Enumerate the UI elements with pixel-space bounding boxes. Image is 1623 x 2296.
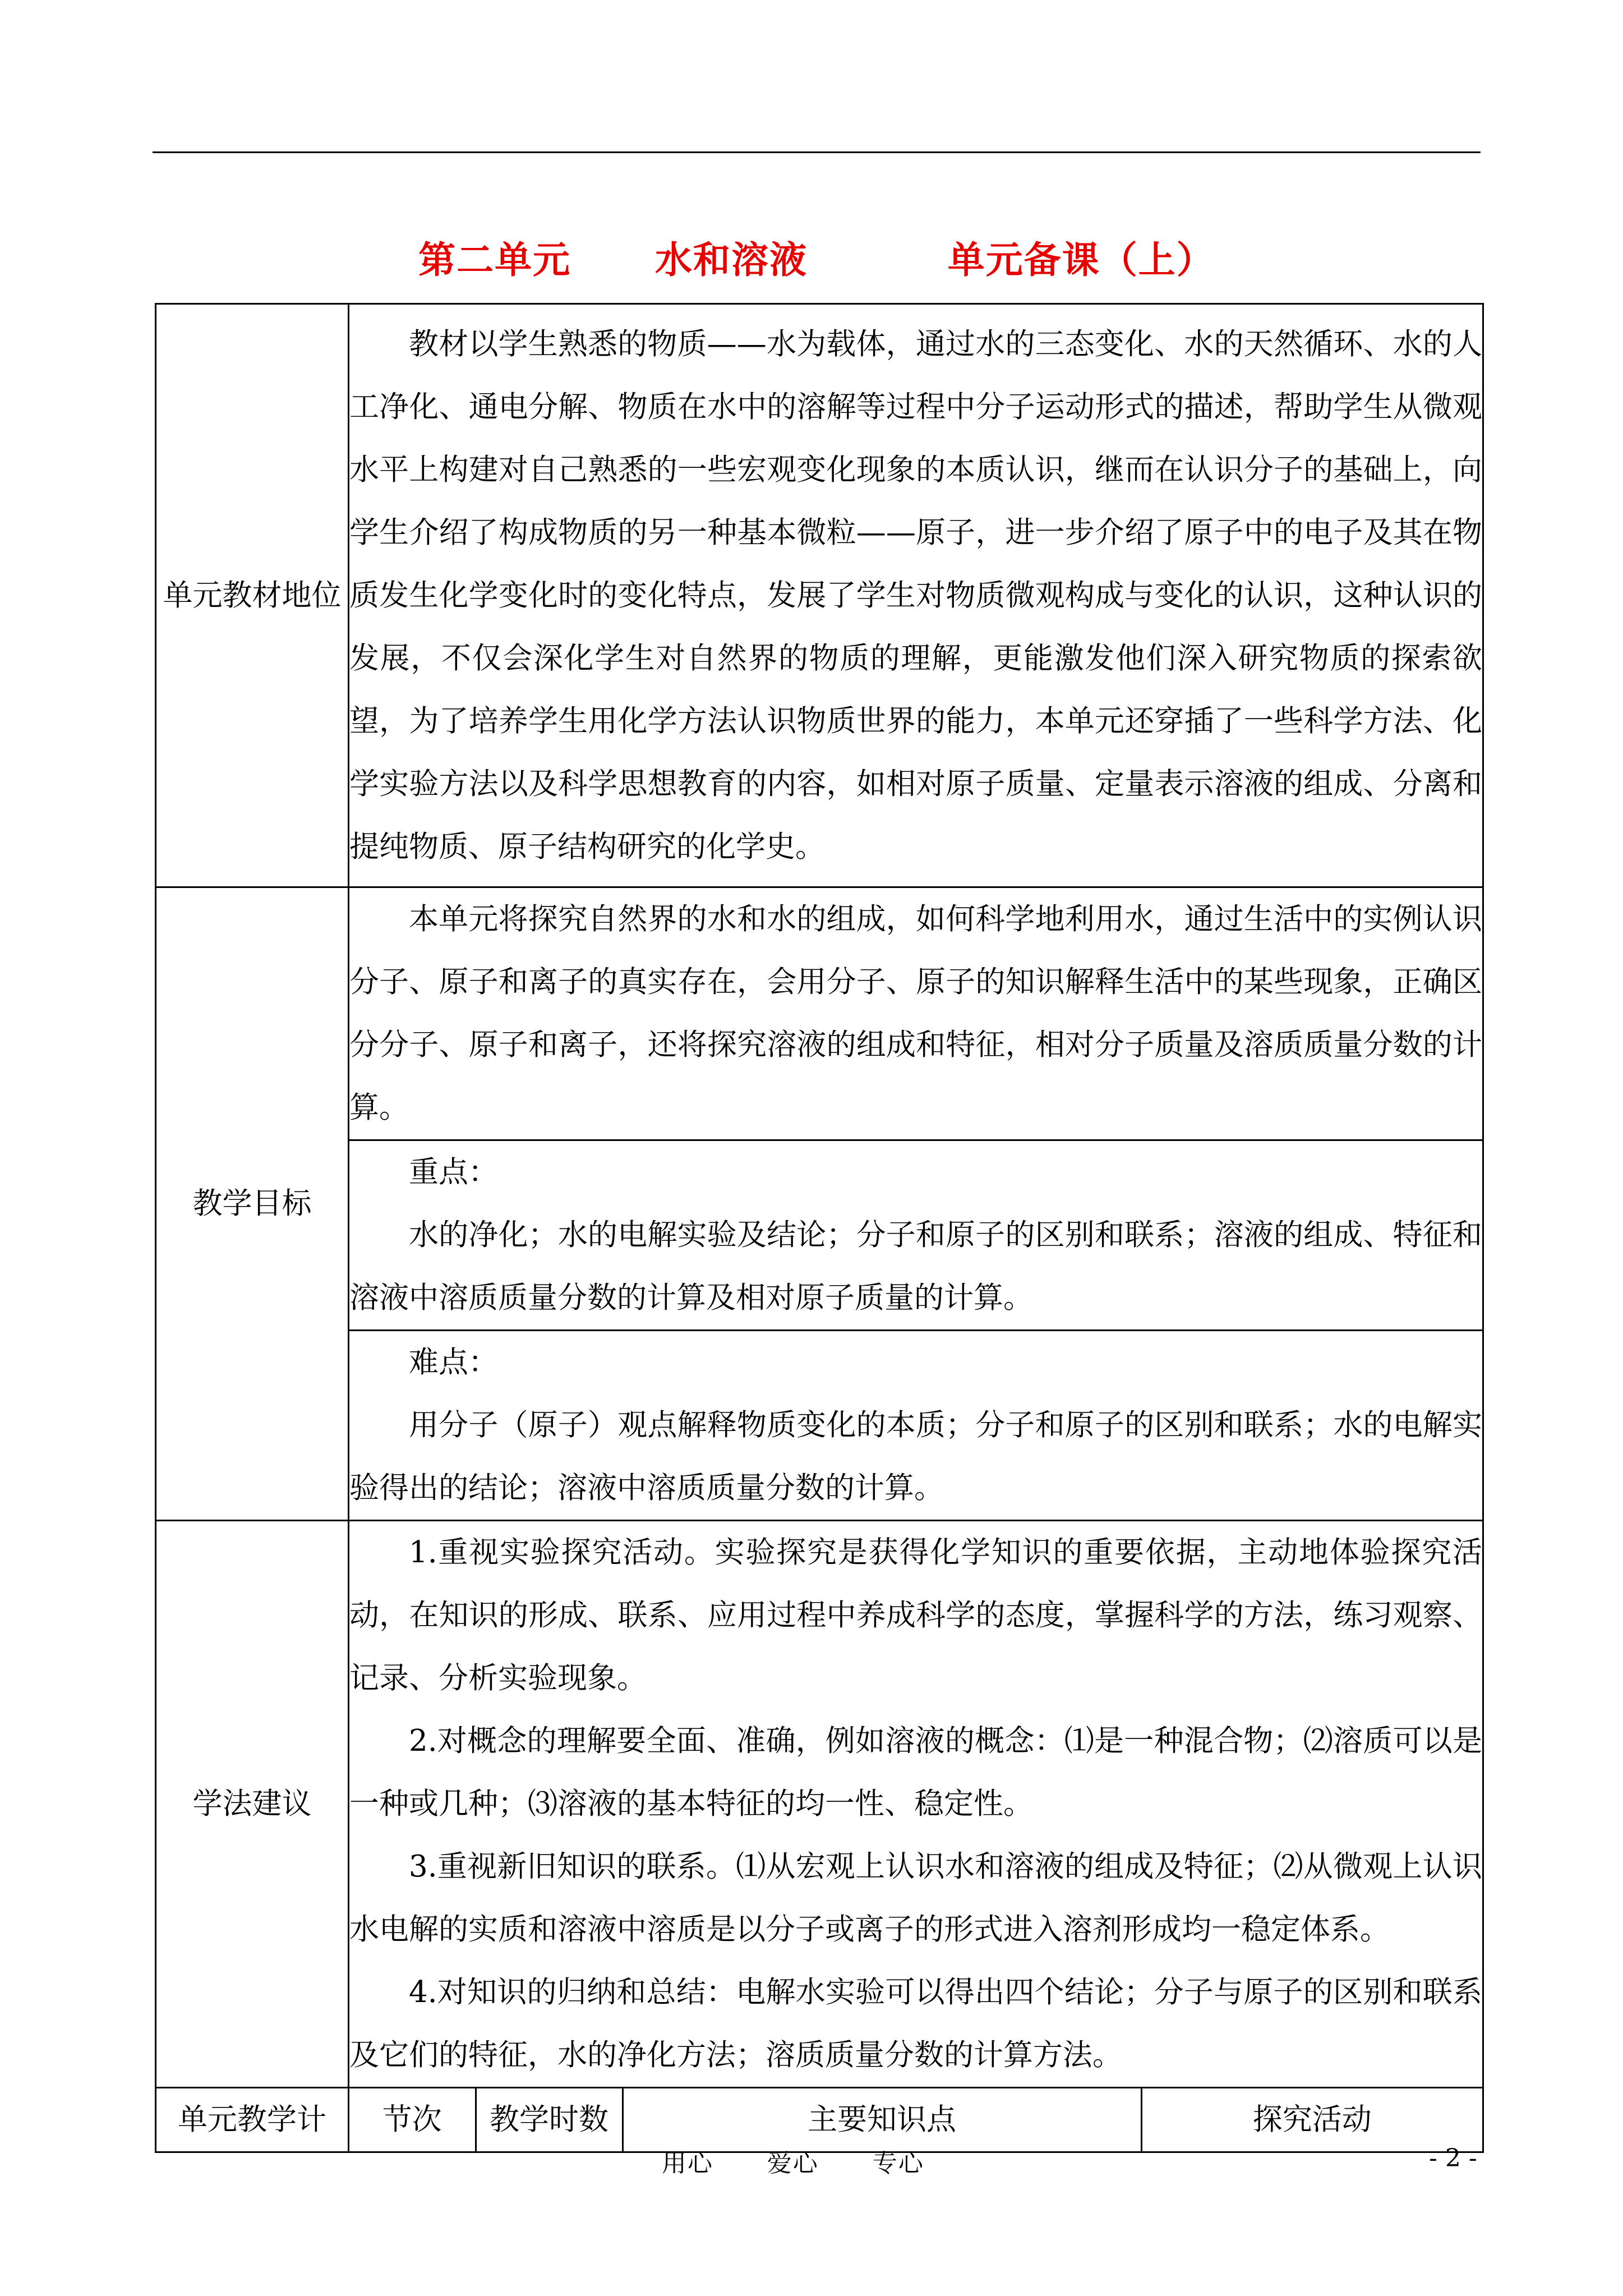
content-goals	[349, 887, 1483, 1140]
content-difficult-points	[349, 1331, 1483, 1521]
row-goals-difficult	[156, 1331, 1483, 1521]
unit-position-text: 教材以学生熟悉的物质——水为载体，通过水的三态变化、水的天然循环、水的人工净化、通电分解、物质在水中的溶解等过程中分子运动形式的描述，帮助学生从微观水平上构建对自己熟悉的一些宏观变化现象的本质认识，继而在认识分子的基础上，向学生介绍了构成物质的另一种基本微粒——原子，进一步介绍了原子中的电子及其在物质发生化学变化时的变化特点，发展了学生对物质微观构成与变化的认识，这种认识的发展，不仅会深化学生对自然界的物质的理解，更能激发他们深入研究物质的探索欲望，为了培养学生用化学方法认识物质世界的能力，本单元还穿插了一些科学方法、化学实验方法以及科学思想教育的内容，如相对原子质量、定量表示溶液的组成、分离和提纯物质、原子结构研究的化学史。	[349, 326, 1482, 864]
row-goals-main	[156, 887, 1483, 1140]
header-rule	[153, 151, 1481, 153]
method-item: 3.重视新旧知识的联系。⑴从宏观上认识水和溶液的组成及特征；⑵从微观上认识水电解的实质和溶液中溶质是以分子或离子的形式进入溶剂形成均一稳定体系。	[349, 1849, 1482, 1947]
goals-text: 本单元将探究自然界的水和水的组成，如何科学地利用水，通过生活中的实例认识分子、原子和离子的真实存在，会用分子、原子的知识解释生活中的某些现象，正确区分分子、原子和离子，还将探究溶液的组成和特征，相对分子质量及溶质质量分数的计算。	[349, 902, 1482, 1125]
footer-motto: 用心 爱心 专心	[662, 2149, 924, 2178]
row-study-methods	[156, 1521, 1483, 2088]
content-key-points	[349, 1140, 1483, 1331]
method-item: 2.对概念的理解要全面、准确，例如溶液的概念：⑴是一种混合物；⑵溶质可以是一种或几种；⑶溶液的基本特征的均一性、稳定性。	[349, 1724, 1482, 1821]
difficult-points-text: 用分子（原子）观点解释物质变化的本质；分子和原子的区别和联系；水的电解实验得出的结论；溶液中溶质质量分数的计算。	[349, 1408, 1482, 1505]
key-points-label: 重点：	[409, 1155, 498, 1189]
unit-plan-table	[155, 303, 1484, 2153]
header-knowledge-points: 主要知识点	[623, 2088, 1141, 2151]
label-study-methods: 学法建议	[156, 1521, 349, 2088]
plan-header-table	[349, 2088, 1482, 2151]
header-hours: 教学时数	[476, 2088, 623, 2151]
page-title: 第二单元 水和溶液 单元备课（上）	[418, 238, 1215, 282]
method-item: 1.重视实验探究活动。实验探究是获得化学知识的重要依据，主动地体验探究活动，在知识的形成、联系、应用过程中养成科学的态度，掌握科学的方法，练习观察、记录、分析实验现象。	[349, 1535, 1482, 1695]
content-unit-position	[349, 304, 1483, 887]
row-goals-key	[156, 1140, 1483, 1331]
plan-header-row	[349, 2088, 1482, 2151]
header-section: 节次	[349, 2088, 476, 2151]
method-item: 4.对知识的归纳和总结：电解水实验可以得出四个结论；分子与原子的区别和联系及它们的特征，水的净化方法；溶质质量分数的计算方法。	[349, 1975, 1482, 2072]
row-unit-position	[156, 304, 1483, 887]
page-number: - 2 -	[1429, 2144, 1477, 2173]
label-teaching-plan: 单元教学计	[156, 2088, 349, 2152]
difficult-points-label: 难点：	[409, 1345, 498, 1379]
key-points-text: 水的净化；水的电解实验及结论；分子和原子的区别和联系；溶液的组成、特征和溶液中溶质质量分数的计算及相对原子质量的计算。	[349, 1218, 1482, 1315]
content-study-methods	[349, 1521, 1483, 2088]
header-inquiry-activities: 探究活动	[1141, 2088, 1482, 2151]
label-unit-position: 单元教材地位	[156, 304, 349, 887]
label-teaching-goals: 教学目标	[156, 887, 349, 1521]
